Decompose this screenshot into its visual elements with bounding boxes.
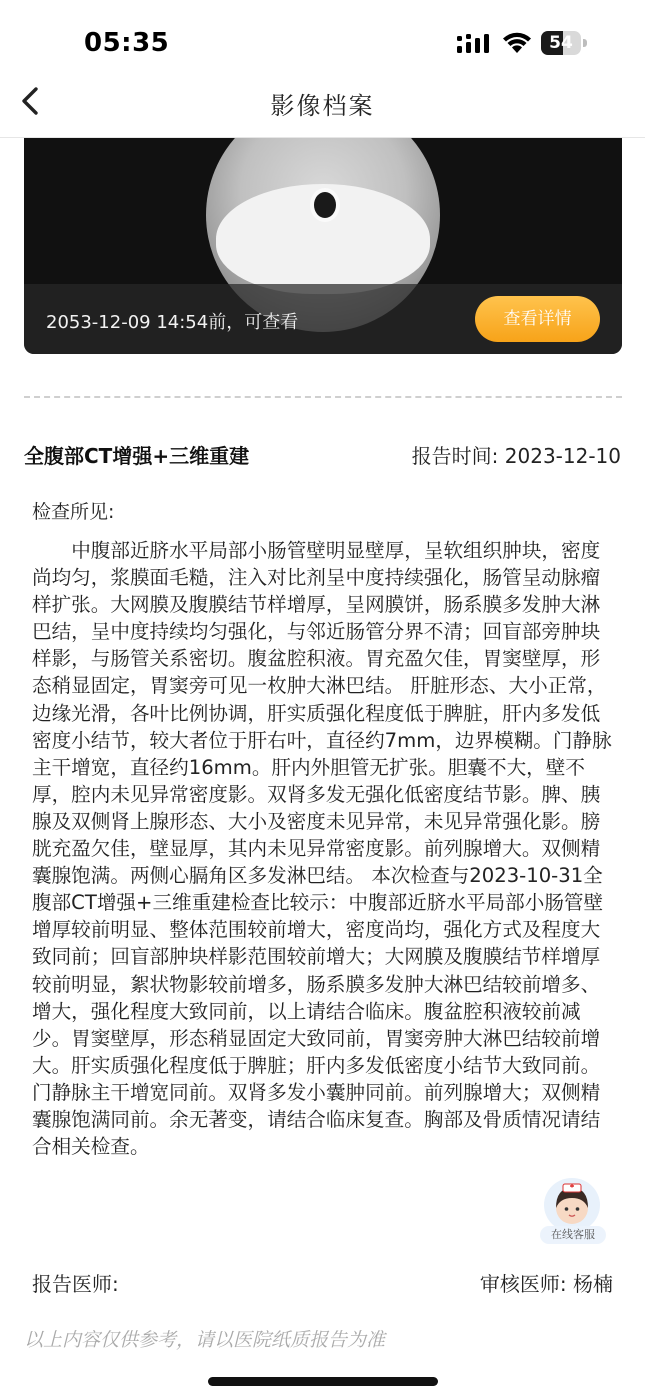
nav-bar	[0, 88, 645, 138]
view-details-button[interactable]: 查看详情	[475, 296, 600, 342]
scan-available-time: 2053-12-09 14:54前，可查看	[46, 312, 299, 333]
review-doctor: 审核医师: 杨楠	[479, 1272, 613, 1296]
wifi-icon	[502, 32, 532, 54]
nurse-avatar-icon	[544, 1178, 600, 1232]
home-indicator	[208, 1377, 438, 1386]
report-doctor: 报告医师:	[32, 1272, 119, 1296]
battery-icon	[541, 31, 587, 55]
cellular-signal-icon	[456, 33, 492, 55]
page-title: 影像档案	[270, 92, 375, 120]
report-time: 报告时间: 2023-12-10	[411, 444, 621, 468]
online-service-button[interactable]	[540, 1178, 606, 1244]
status-time: 05:35	[84, 28, 170, 58]
scan-image-card[interactable]	[24, 138, 622, 354]
status-bar	[0, 0, 645, 88]
findings-text: 中腹部近脐水平局部小肠管壁明显壁厚，呈软组织肿块，密度尚均匀，浆膜面毛糙，注入对比剂呈中度持续强化，肠管呈动脉瘤样扩张。大网膜及腹膜结节样增厚，呈网膜饼，肠系膜多发肿大淋巴结，呈中度持续均匀强化，与邻近肠管分界不清；回盲部旁肿块样影，与肠管关系密切。腹盆腔积液。胃充盈欠佳，胃窦壁厚，形态稍显固定，胃窦旁可见一枚肿大淋巴结。 肝脏形态、大小正常，边缘光滑，各叶比例协调，肝实质强化程度低于脾脏，肝内多发低密度小结节，较大者位于肝右叶，直径约7mm，边界模糊。门静脉主干增宽，直径约16mm。肝内外胆管无扩张。胆囊不大，壁不厚，腔内未见异常密度影。双肾多发无强化低密度结节影。脾、胰腺及双侧肾上腺形态、大小及密度未见异常，未见异常强化影。膀胱充盈欠佳，壁显厚，其内未见异常密度影。前列腺增大。双侧精囊腺饱满。两侧心膈角区多发淋巴结。 本次检查与2023-10-31全腹部CT增强+三维重建检查比较示：中腹部近脐水平局部小肠管壁增厚较前明显、整体范围较前增大，密度尚均，强化方式及程度大致同前；回盲部肿块样影范围较前增大；大网膜及腹膜结节样增厚较前明显，絮状物影较前增多，肠系膜多发肿大淋巴结较前增多、增大，强化程度大致同前，以上请结合临床。腹盆腔积液较前减少。胃窦壁厚，形态稍显固定大致同前，胃窦旁肿大淋巴结较前增大。肝实质强化程度低于脾脏；肝内多发低密度小结节大致同前。门静脉主干增宽同前。双肾多发小囊肿同前。前列腺增大；双侧精囊腺饱满同前。余无著变，请结合临床复查。胸部及骨质情况请结合相关检查。	[32, 539, 612, 1159]
dashed-divider	[24, 396, 622, 398]
disclaimer: 以上内容仅供参考，请以医院纸质报告为准	[24, 1329, 386, 1351]
battery-level: 54	[549, 33, 573, 53]
findings-label: 检查所见:	[32, 501, 115, 523]
exam-name: 全腹部CT增强+三维重建	[24, 444, 250, 468]
online-service-label: 在线客服	[540, 1226, 606, 1244]
